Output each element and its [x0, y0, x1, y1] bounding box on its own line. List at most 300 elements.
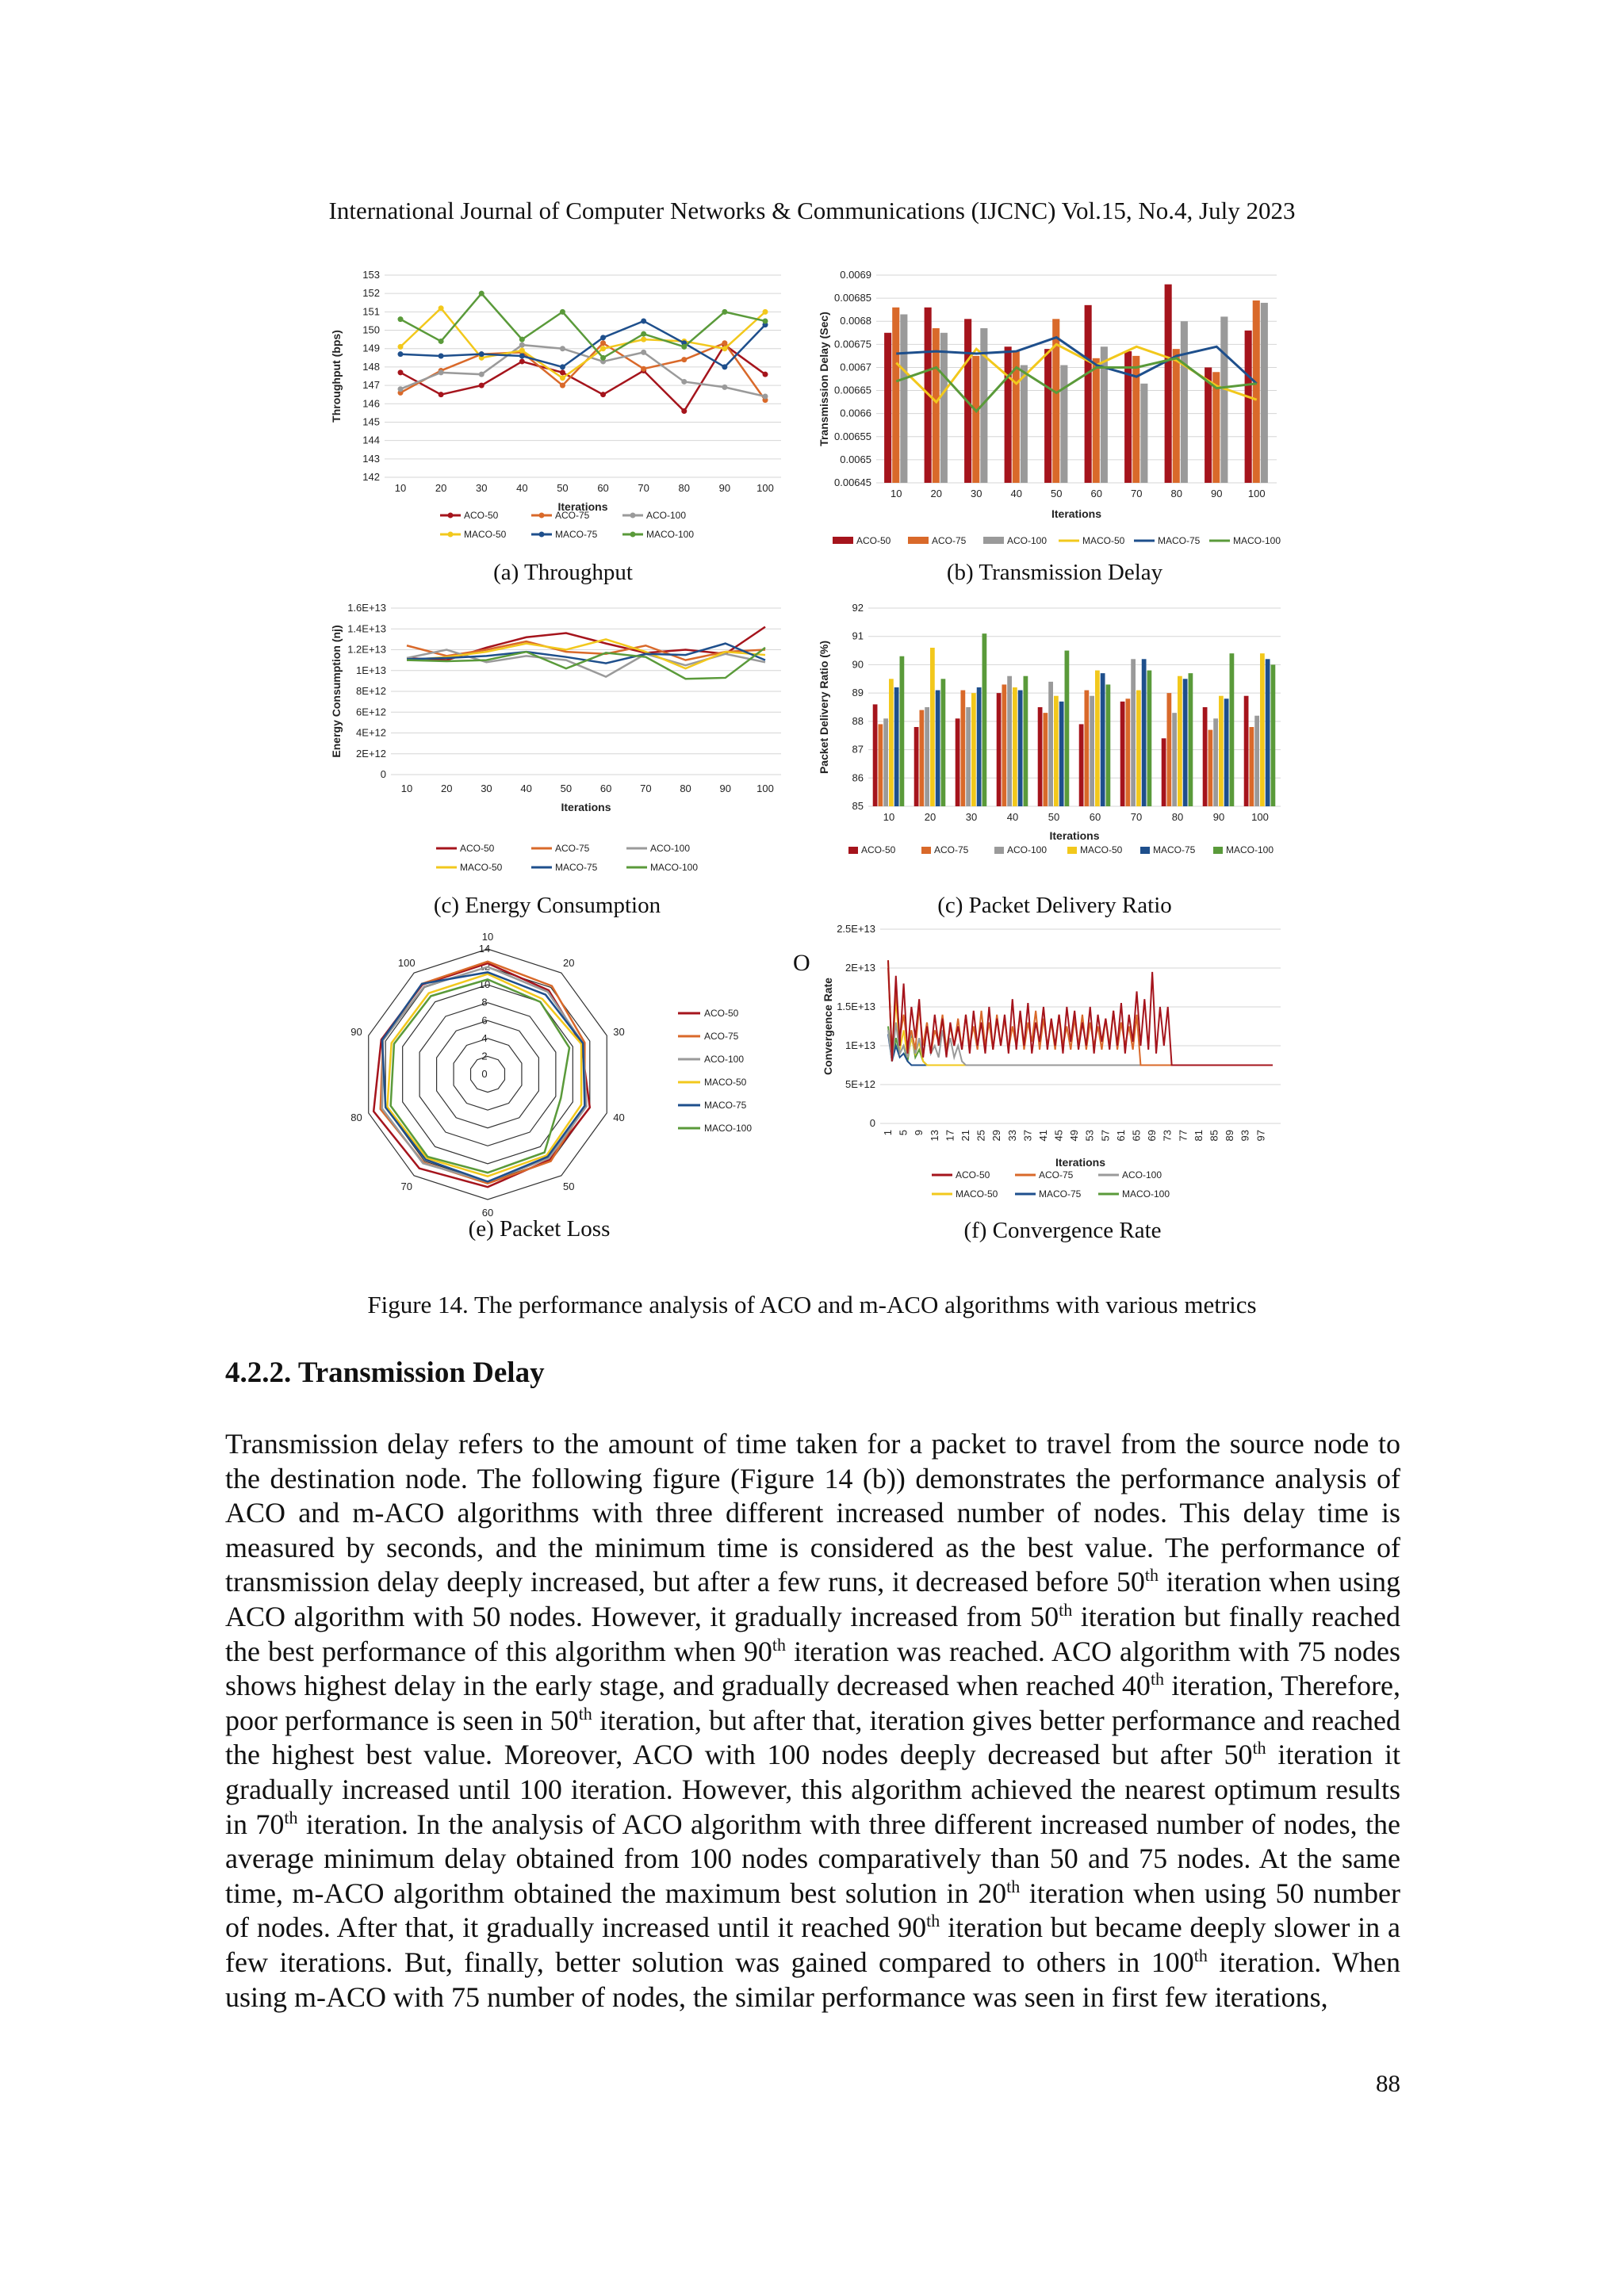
y-tick-label: 153: [362, 269, 380, 281]
x-tick-label: 10: [394, 482, 407, 494]
x-tick-label: 10: [400, 783, 413, 794]
radial-tick-label: 14: [478, 943, 491, 955]
text-run: iteration. When using m-ACO with 75 number of nodes, the similar performance was seen in first few iterations,: [225, 1946, 1400, 2013]
y-tick-label: 5E+12: [845, 1078, 875, 1090]
bar: [1059, 702, 1064, 806]
x-tick-label: 25: [975, 1130, 987, 1142]
chart-panel-convergence: [821, 921, 1293, 1215]
bar: [1054, 696, 1059, 806]
y-tick-label: 2E+13: [845, 962, 875, 974]
bar: [1220, 316, 1228, 483]
y-tick-label: 8E+12: [356, 685, 386, 697]
data-point: [560, 375, 565, 381]
x-tick-label: 20: [930, 488, 942, 499]
x-tick-label: 60: [599, 783, 612, 794]
x-tick-label: 13: [928, 1130, 940, 1142]
throughput-chart: [329, 266, 797, 559]
y-tick-label: 0.0068: [840, 315, 871, 327]
ordinal-superscript: th: [926, 1911, 940, 1931]
legend-label: ACO-100: [1007, 844, 1048, 855]
stray-letter: O: [793, 950, 810, 976]
x-tick-label: 17: [944, 1130, 956, 1142]
y-tick-label: 150: [362, 323, 380, 336]
bar: [982, 633, 987, 806]
bar: [1060, 365, 1067, 483]
text-run: iteration but finally reached the best performance of this algorithm when 90: [225, 1600, 1400, 1667]
x-tick-label: 80: [678, 482, 691, 494]
bar: [1093, 358, 1100, 483]
bar: [1002, 684, 1006, 806]
legend-marker: [630, 532, 636, 538]
radial-tick-label: 6: [481, 1014, 488, 1027]
data-point: [398, 316, 404, 322]
legend-label: MACO-50: [460, 862, 503, 873]
y-tick-label: 0.0066: [840, 407, 871, 419]
legend-label: ACO-100: [704, 1054, 745, 1065]
data-point: [681, 344, 687, 350]
y-axis-label: Energy Consumption (nj): [330, 625, 343, 758]
text-run: Transmission delay refers to the amount of time taken for a packet to travel from the source node to the destination node. The following figure (Figure 14 (b)) demonstrates the performance analysis of ACO and m-ACO algorithms with three different increased number of nodes. This delay time is measured by seconds, and the minimum time is considered as the best value. The performance of transmission delay deeply increased, but after a few runs, it decreased before 50: [225, 1428, 1400, 1598]
bar: [914, 727, 919, 806]
data-point: [722, 364, 727, 369]
radar-ring: [454, 1039, 522, 1110]
y-tick-label: 144: [362, 434, 380, 446]
data-point: [560, 364, 565, 369]
y-tick-label: 143: [362, 452, 380, 465]
data-point: [641, 350, 646, 355]
x-tick-label: 60: [597, 482, 609, 494]
chart-panel-packet-loss: [350, 928, 801, 1219]
data-point: [439, 339, 444, 344]
data-point: [479, 291, 485, 297]
legend-label: ACO-75: [555, 843, 590, 854]
bar: [1181, 321, 1188, 483]
data-point: [560, 369, 565, 375]
x-tick-label: 97: [1254, 1130, 1267, 1142]
legend-swatch: [983, 537, 1004, 544]
bar: [1085, 305, 1092, 483]
data-point: [398, 369, 404, 375]
legend-label: ACO-75: [555, 510, 590, 521]
bar: [971, 693, 976, 806]
legend-swatch: [833, 537, 853, 544]
data-point: [722, 346, 727, 351]
legend-label: MACO-100: [1233, 535, 1281, 546]
running-header: International Journal of Computer Networks & Communications (IJCNC) Vol.15, No.4, July 2023: [328, 197, 1296, 224]
legend-label: ACO-75: [1039, 1169, 1074, 1181]
x-tick-label: 60: [1090, 488, 1102, 499]
data-point: [763, 309, 768, 315]
legend-label: ACO-50: [861, 844, 896, 855]
x-tick-label: 33: [1005, 1130, 1018, 1142]
x-tick-label: 70: [1130, 811, 1143, 823]
x-tick-label: 50: [1051, 488, 1063, 499]
radar-ring: [471, 1056, 505, 1092]
y-axis-label: Throughput (bps): [330, 330, 343, 423]
y-tick-label: 92: [852, 602, 864, 614]
data-point: [681, 408, 687, 414]
bar: [1079, 724, 1084, 806]
caption-convergence: (f) Convergence Rate: [963, 1218, 1162, 1243]
chart-panel-throughput: [329, 266, 797, 559]
x-tick-label: 40: [520, 783, 532, 794]
caption-pdr: (c) Packet Delivery Ratio: [937, 893, 1172, 918]
x-tick-label: 70: [1131, 488, 1143, 499]
x-tick-label: 80: [1170, 488, 1182, 499]
legend-marker: [448, 513, 454, 519]
legend-label: ACO-75: [932, 535, 967, 546]
x-tick-label: 53: [1083, 1130, 1096, 1142]
x-tick-label: 1: [882, 1130, 894, 1136]
x-tick-label: 93: [1239, 1130, 1251, 1142]
x-tick-label: 89: [1224, 1130, 1236, 1142]
bar: [1244, 696, 1249, 806]
legend-label: MACO-75: [555, 529, 598, 540]
ordinal-superscript: th: [1059, 1599, 1073, 1620]
data-point: [560, 346, 565, 351]
bar: [883, 718, 888, 806]
x-tick-label: 73: [1161, 1130, 1174, 1142]
legend-label: MACO-75: [1158, 535, 1201, 546]
x-tick-label: 30: [965, 811, 978, 823]
text-run: iteration when using ACO algorithm with 50 nodes. However, it gradually increased from 50: [225, 1566, 1400, 1632]
data-point: [519, 354, 525, 359]
data-point: [641, 366, 646, 372]
data-point: [641, 318, 646, 323]
x-tick-label: 69: [1146, 1130, 1159, 1142]
bar: [1147, 671, 1152, 806]
bar: [1266, 659, 1270, 806]
x-tick-label: 20: [435, 482, 447, 494]
bar: [1260, 653, 1265, 806]
x-tick-label: 100: [1247, 488, 1266, 499]
ordinal-superscript: th: [578, 1703, 592, 1724]
x-tick-label: 21: [959, 1130, 971, 1142]
data-point: [681, 357, 687, 362]
y-tick-label: 0.0065: [840, 453, 871, 465]
x-tick-label: 40: [1006, 811, 1019, 823]
ordinal-superscript: th: [1150, 1669, 1165, 1689]
text-run: iteration was reached. ACO algorithm with 75 nodes shows highest delay in the early stage, and gradually decreased when reached 40: [225, 1635, 1400, 1702]
bar: [997, 693, 1002, 806]
text-run: iteration, Therefore, poor performance is seen in 50: [225, 1670, 1400, 1736]
bar: [1172, 713, 1177, 806]
y-tick-label: 0.00665: [834, 384, 871, 396]
x-tick-label: 30: [971, 488, 982, 499]
x-tick-label: 10: [891, 488, 902, 499]
legend-label: MACO-100: [646, 529, 695, 540]
data-point: [681, 379, 687, 385]
x-axis-label: Iterations: [1051, 507, 1102, 520]
x-tick-label: 70: [638, 482, 649, 494]
legend-label: ACO-75: [934, 844, 969, 855]
legend-marker: [539, 513, 545, 519]
x-tick-label: 90: [719, 783, 732, 794]
legend-label: ACO-50: [464, 510, 499, 521]
x-tick-label: 9: [913, 1130, 925, 1136]
axis-category-label: 40: [613, 1111, 625, 1123]
legend-label: MACO-75: [1153, 844, 1196, 855]
data-point: [439, 305, 444, 311]
text-run: iteration it gradually increased until 100 iteration. However, this algorithm achieved the nearest optimum results in 70: [225, 1739, 1400, 1840]
bar: [940, 333, 948, 483]
bar: [1007, 676, 1012, 806]
axis-category-label: 100: [397, 957, 416, 970]
x-tick-label: 45: [1052, 1130, 1065, 1142]
legend-label: MACO-75: [1039, 1188, 1082, 1200]
x-tick-label: 65: [1130, 1130, 1143, 1142]
x-tick-label: 10: [883, 811, 895, 823]
bar: [960, 691, 965, 806]
legend-swatch: [1067, 847, 1077, 854]
x-tick-label: 80: [1171, 811, 1184, 823]
text-run: iteration, but after that, iteration gives better performance and reached the highest best value. Moreover, ACO with 100 nodes deeply decreased but after 50: [225, 1704, 1400, 1771]
y-tick-label: 1.4E+13: [347, 622, 386, 635]
data-point: [398, 344, 404, 350]
bar: [878, 724, 883, 806]
y-axis-label: Convergence Rate: [822, 978, 834, 1075]
y-tick-label: 1.6E+13: [347, 602, 386, 614]
ordinal-superscript: th: [772, 1634, 787, 1655]
x-tick-label: 100: [1251, 811, 1269, 823]
y-tick-label: 90: [852, 658, 864, 671]
y-tick-label: 1.2E+13: [347, 643, 386, 656]
x-tick-label: 90: [1212, 811, 1225, 823]
y-tick-label: 91: [852, 629, 864, 642]
legend-label: MACO-100: [1226, 844, 1274, 855]
x-tick-label: 70: [640, 783, 652, 794]
legend-label: MACO-100: [650, 862, 699, 873]
bar: [1084, 691, 1089, 806]
bar: [900, 314, 907, 483]
y-tick-label: 87: [852, 743, 864, 756]
legend-label: MACO-50: [704, 1077, 747, 1088]
text-run: iteration when using 50 number of nodes. After that, it gradually increased until it reached 90: [225, 1877, 1400, 1944]
data-point: [439, 369, 444, 375]
axis-category-label: 30: [613, 1026, 625, 1039]
data-point: [439, 392, 444, 397]
legend-swatch: [1140, 847, 1150, 854]
radial-tick-label: 10: [478, 978, 491, 991]
bar: [1165, 285, 1172, 483]
series-line-aco-50: [888, 960, 1273, 1065]
legend-marker: [448, 532, 454, 538]
text-run: iteration but became deeply slower in a few iterations. But, finally, better solution was gained compared to others in 100: [225, 1911, 1400, 1978]
bar: [1253, 300, 1260, 483]
bar: [1208, 730, 1212, 806]
data-point: [722, 385, 727, 390]
x-tick-label: 40: [1010, 488, 1022, 499]
legend-label: ACO-50: [956, 1169, 990, 1181]
data-point: [439, 354, 444, 359]
y-tick-label: 6E+12: [356, 706, 386, 718]
legend-swatch: [848, 847, 858, 854]
y-tick-label: 1E+13: [845, 1039, 875, 1051]
data-point: [763, 318, 768, 323]
y-tick-label: 151: [362, 305, 380, 318]
y-tick-label: 148: [362, 360, 380, 373]
bar: [977, 687, 982, 806]
x-tick-label: 77: [1177, 1130, 1189, 1142]
y-tick-label: 146: [362, 397, 380, 410]
ordinal-superscript: th: [1252, 1738, 1266, 1758]
y-tick-label: 88: [852, 714, 864, 727]
bar: [1178, 676, 1182, 806]
radial-tick-label: 12: [478, 960, 491, 973]
bar: [873, 704, 878, 806]
y-tick-label: 1E+13: [356, 664, 386, 676]
bar: [900, 656, 905, 806]
y-tick-label: 0.00645: [834, 476, 871, 488]
legend-swatch: [921, 847, 931, 854]
x-tick-label: 100: [756, 783, 774, 794]
x-tick-label: 100: [756, 482, 774, 494]
x-tick-label: 30: [481, 783, 492, 794]
bar: [1219, 696, 1224, 806]
bar: [1162, 738, 1166, 806]
bar: [1136, 691, 1141, 806]
bar: [1271, 664, 1276, 806]
y-tick-label: 86: [852, 771, 864, 784]
x-tick-label: 57: [1099, 1130, 1112, 1142]
y-tick-label: 1.5E+13: [837, 1001, 875, 1012]
axis-category-label: 80: [350, 1111, 362, 1123]
bar: [1140, 384, 1147, 483]
radial-tick-label: 4: [481, 1031, 488, 1044]
axis-category-label: 50: [563, 1180, 575, 1192]
bar: [1090, 696, 1094, 806]
x-tick-label: 90: [1211, 488, 1223, 499]
axis-category-label: 20: [563, 957, 575, 970]
bar: [1013, 687, 1017, 806]
bar: [1189, 673, 1193, 806]
data-point: [722, 309, 727, 315]
bar: [1245, 331, 1252, 483]
legend-label: MACO-50: [1082, 535, 1125, 546]
bar: [1048, 682, 1053, 806]
bar: [1173, 349, 1180, 483]
bar: [884, 333, 891, 483]
packet-delivery-ratio-chart: [817, 599, 1293, 892]
legend-label: MACO-50: [956, 1188, 998, 1200]
bar: [1095, 671, 1100, 806]
data-point: [398, 386, 404, 392]
section-heading: 4.2.2. Transmission Delay: [225, 1357, 545, 1389]
ordinal-superscript: th: [284, 1807, 298, 1827]
y-tick-label: 4E+12: [356, 726, 386, 739]
figure-caption: Figure 14. The performance analysis of ACO and m-ACO algorithms with various metrics: [367, 1291, 1257, 1318]
packet-loss-radar: [350, 928, 801, 1219]
y-tick-label: 89: [852, 687, 864, 699]
energy-consumption-chart: [329, 599, 797, 892]
x-axis-label: Iterations: [561, 801, 611, 813]
chart-panel-transmission-delay: [817, 266, 1293, 559]
chart-panel-energy: [329, 599, 797, 892]
chart-panel-pdr: [817, 599, 1293, 892]
x-tick-label: 50: [557, 482, 569, 494]
x-tick-label: 50: [560, 783, 573, 794]
data-point: [519, 348, 525, 354]
y-tick-label: 2E+12: [356, 747, 386, 760]
legend-swatch: [1213, 847, 1223, 854]
x-tick-label: 80: [680, 783, 691, 794]
bar: [1044, 349, 1051, 483]
data-point: [479, 383, 485, 388]
caption-transmission-delay: (b) Transmission Delay: [946, 560, 1163, 585]
data-point: [763, 394, 768, 400]
data-point: [479, 351, 485, 357]
y-tick-label: 0.0067: [840, 361, 871, 373]
y-tick-label: 147: [362, 379, 380, 392]
y-tick-label: 0: [869, 1117, 875, 1129]
data-point: [722, 340, 727, 346]
bar: [1101, 673, 1105, 806]
axis-category-label: 90: [350, 1026, 362, 1039]
y-tick-label: 0.0069: [840, 269, 871, 281]
y-tick-label: 149: [362, 342, 380, 354]
bar: [1261, 303, 1268, 483]
x-tick-label: 49: [1068, 1130, 1081, 1142]
data-point: [479, 372, 485, 377]
bar: [936, 691, 940, 806]
bar: [1125, 698, 1130, 806]
x-tick-label: 20: [924, 811, 936, 823]
legend-label: MACO-50: [464, 529, 507, 540]
y-tick-label: 142: [362, 471, 380, 483]
bar: [1166, 693, 1171, 806]
axis-category-label: 70: [400, 1180, 412, 1192]
data-point: [600, 340, 606, 346]
x-tick-label: 60: [1089, 811, 1101, 823]
ordinal-superscript: th: [1006, 1876, 1021, 1896]
x-tick-label: 30: [475, 482, 488, 494]
data-point: [600, 346, 606, 351]
bar: [1120, 702, 1125, 806]
bar: [889, 679, 894, 806]
data-point: [641, 337, 646, 342]
legend-label: ACO-50: [856, 535, 891, 546]
legend-label: ACO-100: [1122, 1169, 1162, 1181]
bar: [1124, 351, 1132, 483]
y-tick-label: 0.00685: [834, 292, 871, 304]
radar-ring: [419, 1003, 556, 1146]
bar: [1024, 676, 1028, 806]
data-point: [560, 383, 565, 388]
ordinal-superscript: th: [1144, 1565, 1159, 1586]
legend-label: ACO-50: [704, 1008, 739, 1019]
legend-swatch: [994, 847, 1004, 854]
legend-swatch: [908, 537, 929, 544]
data-point: [600, 392, 606, 397]
bar: [941, 679, 946, 806]
x-tick-label: 20: [440, 783, 453, 794]
bar: [956, 718, 960, 806]
axis-category-label: 10: [481, 931, 494, 943]
bar: [1249, 727, 1254, 806]
y-tick-label: 145: [362, 415, 380, 428]
y-axis-label: Packet Delivery Ratio (%): [818, 640, 830, 775]
bar: [1224, 698, 1229, 806]
bar: [1203, 707, 1208, 806]
data-point: [600, 355, 606, 361]
bar: [1038, 707, 1043, 806]
bar: [925, 707, 929, 806]
x-tick-label: 61: [1114, 1130, 1127, 1142]
transmission-delay-chart: [817, 266, 1293, 559]
legend-marker: [630, 513, 636, 519]
legend-label: MACO-75: [704, 1100, 747, 1111]
x-tick-label: 41: [1036, 1130, 1049, 1142]
